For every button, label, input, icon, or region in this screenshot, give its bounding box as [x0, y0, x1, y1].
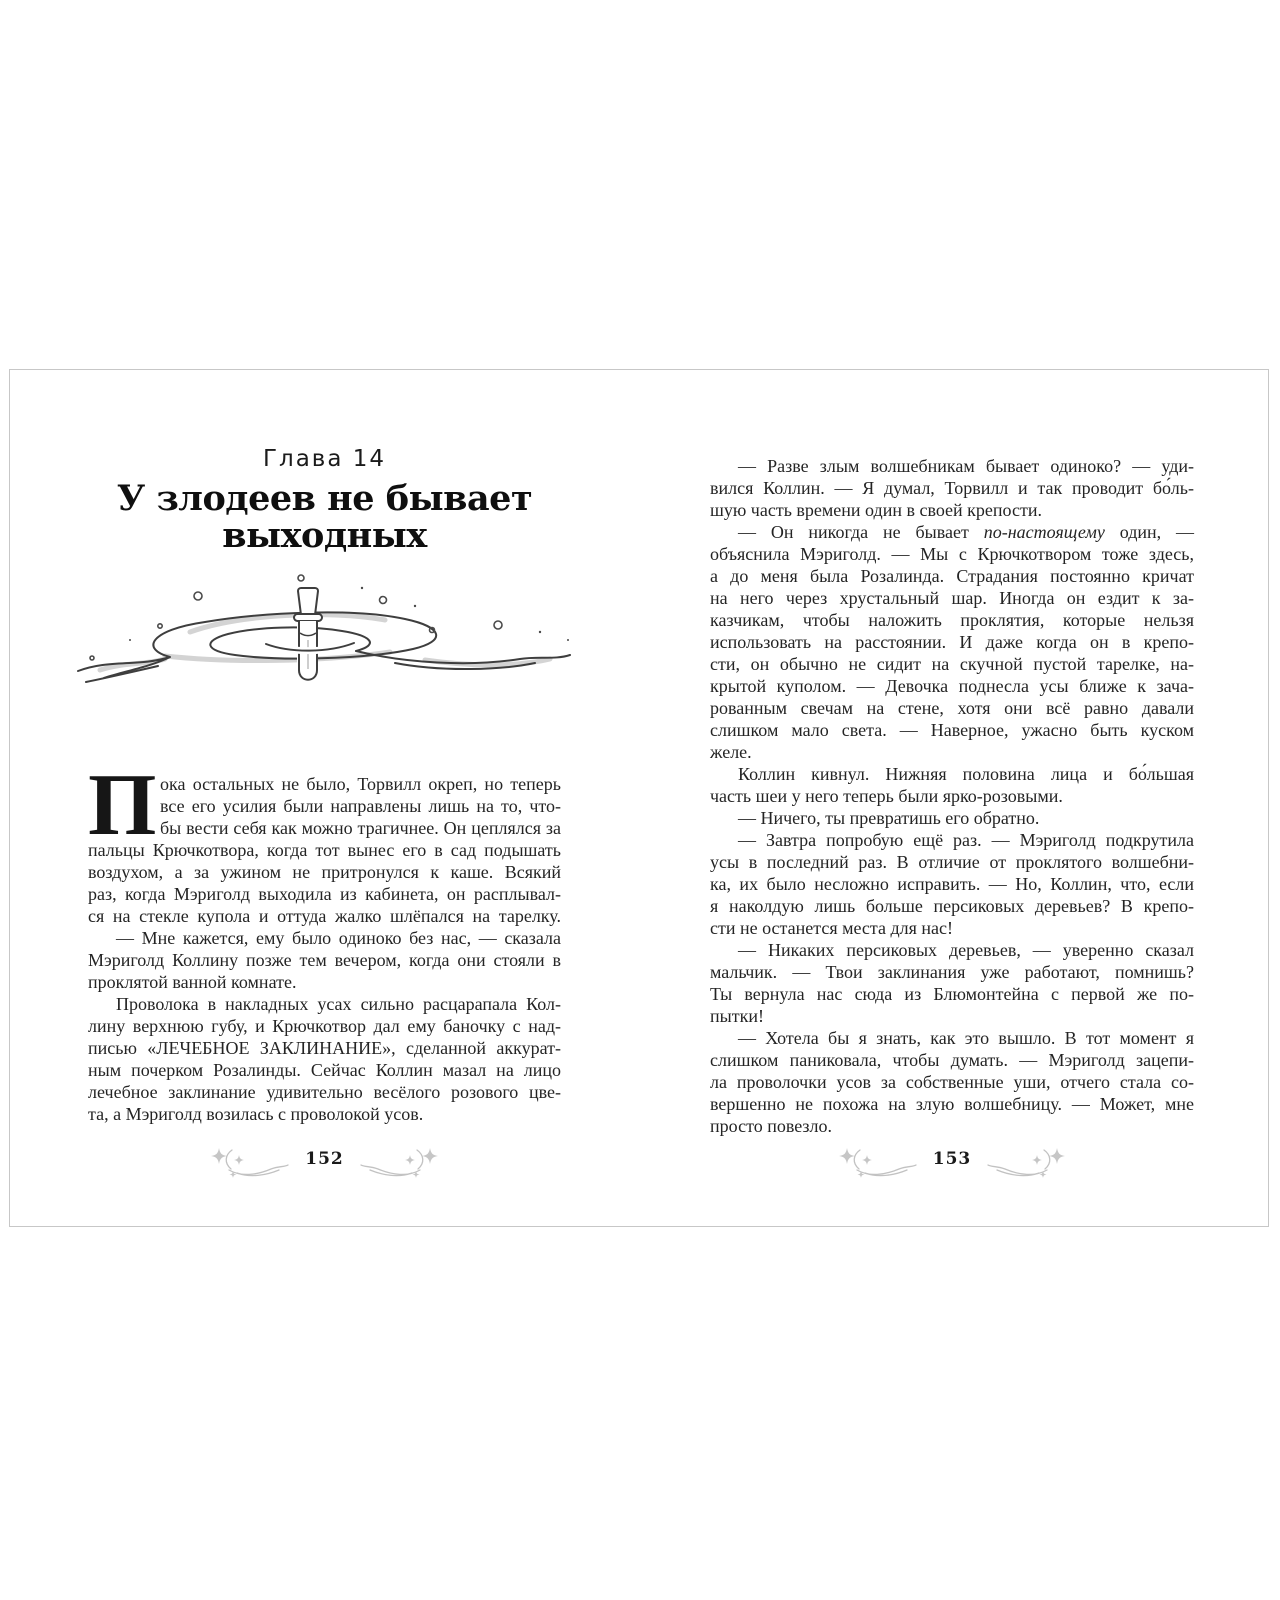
- text-line: Коллин кивнул. Нижняя половина лица и бо́льшая: [738, 764, 1194, 784]
- text-line: ока остальных не было, Торвилл окреп, но теперь: [160, 774, 561, 794]
- text-line: крытой куполом. — Девочка поднесла усы ближе к зача-: [710, 676, 1194, 696]
- text-line: бы вести себя как можно трагичнее. Он цеплялся за: [160, 818, 561, 838]
- text-line: ся на стекле купола и оттуда жалко шлёпался на тарелку.: [88, 906, 561, 926]
- paragraph: [710, 807, 1194, 829]
- text-line: проклятой ванной комнате.: [88, 972, 297, 992]
- potion-test-tube-illustration-icon: [70, 570, 580, 702]
- text-line: рованным свечам на стене, хотя они всё равно давали: [710, 698, 1194, 718]
- text-line: Ты вернула нас сюда из Блюмонтейна с первой же по-: [710, 984, 1194, 1004]
- chapter-title-line2: выходных: [222, 515, 427, 556]
- text-line: казчикам, чтобы наложить проклятия, которые нельзя: [710, 610, 1194, 630]
- text-line: пытки!: [710, 1006, 764, 1026]
- text-line: — Завтра попробую ещё раз. — Мэриголд подкрутила: [738, 830, 1194, 850]
- text-line: все его усилия были направлены лишь на то, что-: [160, 796, 561, 816]
- footer-flourish-icon: [839, 1144, 917, 1178]
- text-line: лину верхнюю губу, и Крючкотвор дал ему баночку с над-: [88, 1016, 561, 1036]
- text-line: — Ничего, ты превратишь его обратно.: [738, 808, 1040, 828]
- text-line: шую часть времени один в своей крепости.: [710, 500, 1042, 520]
- text-line: а до меня была Розалинда. Страдания постоянно кричат: [710, 566, 1194, 586]
- text-line: вершенно не похожа на злую волшебницу. — Может, мне: [710, 1094, 1194, 1114]
- text-line: Мэриголд Коллину позже тем вечером, когда они стояли в: [88, 950, 561, 970]
- text-line: усы в последний раз. В отличие от проклятого волшебни-: [710, 852, 1194, 872]
- text-line: пальцы Крючкотвора, когда тот вынес его в сад подышать: [88, 840, 561, 860]
- text-line: воздухом, а за ужином не притронулся к каше. Всякий: [88, 862, 561, 882]
- text-line: — Никаких персиковых деревьев, — уверенно сказал: [738, 940, 1194, 960]
- text-line: я наколдую лишь больше персиковых деревьев? В крепо-: [710, 896, 1194, 916]
- left-page-footer: [88, 1144, 561, 1178]
- drop-cap: П: [88, 757, 157, 854]
- text-line: лечебное заклинание удивительно весёлого розового цве-: [88, 1082, 561, 1102]
- text-line: Проволока в накладных усах сильно расцарапала Кол-: [116, 994, 561, 1014]
- chapter-title-line1: У злодеев не бывает: [116, 478, 533, 519]
- paragraph: [710, 455, 1194, 521]
- text-line: писью «ЛЕЧЕБНОЕ ЗАКЛИНАНИЕ», сделанной аккурат-: [88, 1038, 561, 1058]
- text-line: использовать на расстоянии. И даже когда он в крепо-: [710, 632, 1194, 652]
- text-line: на него через хрустальный шар. Иногда он ездит к за-: [710, 588, 1194, 608]
- text-line: мальчик. — Твои заклинания уже работают, помнишь?: [710, 962, 1194, 982]
- footer-flourish-icon: [987, 1144, 1065, 1178]
- text-line: ным почерком Розалинды. Сейчас Коллин мазал на лицо: [88, 1060, 561, 1080]
- paragraph: [710, 939, 1194, 1027]
- text-line: слишком мало света. — Наверное, ужасно быть куском: [710, 720, 1194, 740]
- text-line: сти не останется места для нас!: [710, 918, 954, 938]
- text-line: желе.: [710, 742, 752, 762]
- paragraph: [710, 829, 1194, 939]
- paragraph: [710, 1027, 1194, 1137]
- chapter-number-label: Глава 14: [262, 446, 387, 472]
- text-line: слишком паниковала, чтобы думать. — Мэриголд зацепи-: [710, 1050, 1194, 1070]
- text-line: вился Коллин. — Я думал, Торвилл и так проводит бо́ль-: [710, 478, 1194, 498]
- paragraph: [88, 757, 561, 927]
- text-line: ла проволочки усов за собственные уши, отчего стала со-: [710, 1072, 1194, 1092]
- text-line: та, а Мэриголд возилась с проволокой усов.: [88, 1104, 424, 1124]
- footer-flourish-icon: [211, 1144, 289, 1178]
- paragraph: [710, 521, 1194, 763]
- page-number: 152: [305, 1149, 344, 1169]
- left-page-text-column: [88, 757, 561, 1125]
- text-line: просто повезло.: [710, 1116, 833, 1136]
- paragraph: [88, 927, 561, 993]
- text-line: — Разве злым волшебникам бывает одиноко? — уди-: [738, 456, 1194, 476]
- right-page-footer: [710, 1144, 1194, 1178]
- footer-flourish-icon: [360, 1144, 438, 1178]
- test-tube-icon: [294, 588, 322, 681]
- right-page-text-column: [710, 455, 1194, 1137]
- page-number: 153: [932, 1149, 972, 1169]
- text-line: — Хотела бы я знать, как это вышло. В тот момент я: [738, 1028, 1194, 1048]
- paragraph: [710, 763, 1194, 807]
- text-line: — Мне кажется, ему было одиноко без нас, — сказала: [116, 928, 561, 948]
- paragraph: [88, 993, 561, 1125]
- text-line: раз, когда Мэриголд выходила из кабинета, он расплывал-: [88, 884, 561, 904]
- text-line: часть шеи у него теперь были ярко-розовыми.: [710, 786, 1063, 806]
- text-line: объяснила Мэриголд. — Мы с Крючкотвором тоже здесь,: [710, 544, 1194, 564]
- text-line: сти, он обычно не сидит на скучной пустой тарелке, на-: [710, 654, 1194, 674]
- chapter-heading: [88, 446, 561, 554]
- text-line: ка, их было несложно исправить. — Но, Коллин, что, если: [710, 874, 1194, 894]
- text-line: — Он никогда не бывает по-настоящему один, —: [738, 522, 1195, 542]
